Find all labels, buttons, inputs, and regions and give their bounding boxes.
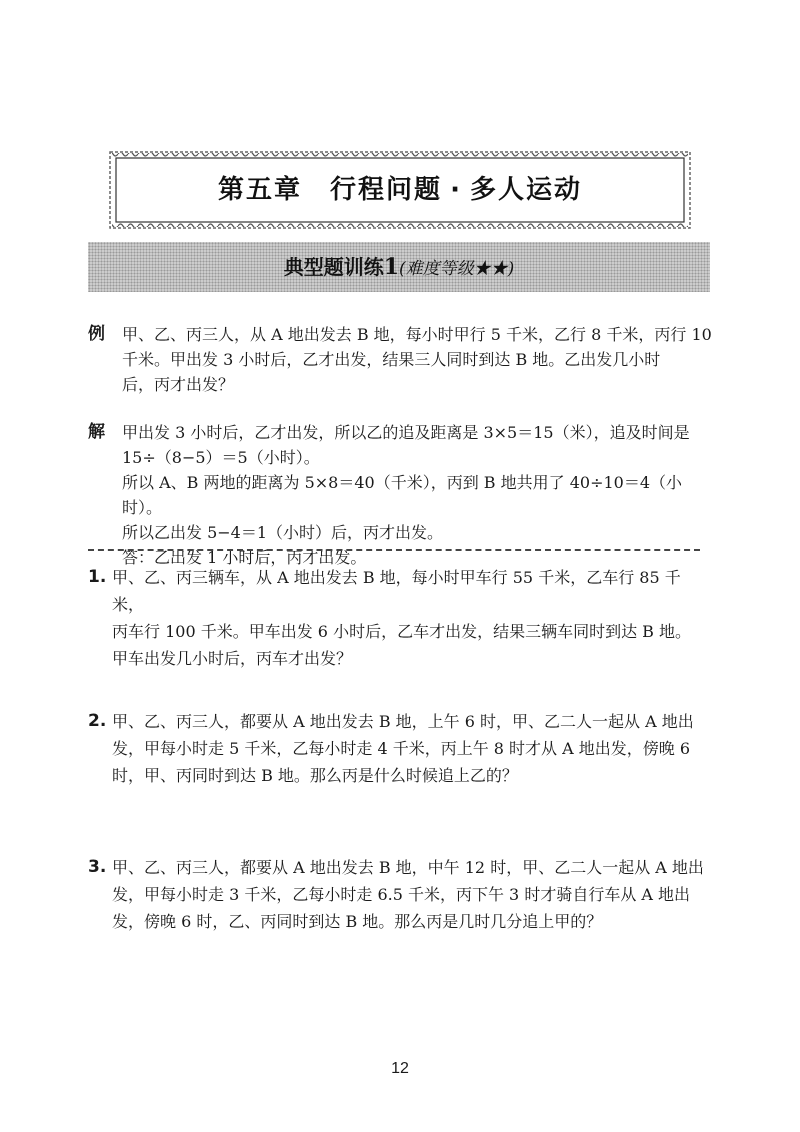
- difficulty-rating: (难度等级★★): [399, 259, 515, 279]
- problem-line: 发，甲每小时走 3 千米，乙每小时走 6.5 千米，丙下午 3 时才骑自行车从 A 地出: [112, 885, 691, 904]
- chapter-topic: 行程问题: [330, 175, 443, 205]
- problem-line: 甲、乙、丙三辆车，从 A 地出发去 B 地，每小时甲车行 55 千米，乙车行 85 千米，: [112, 568, 681, 614]
- problem-number: 3.: [88, 857, 107, 877]
- problem-text: [112, 854, 712, 935]
- solution-label: 解: [88, 422, 105, 442]
- example-label: 例: [88, 324, 105, 344]
- page-number: 12: [391, 1060, 409, 1077]
- problem-line: 时，甲、丙同时到达 B 地。那么丙是什么时候追上乙的？: [112, 766, 518, 785]
- chapter-title-dot: ·: [450, 175, 462, 205]
- problem-line: 发，甲每小时走 5 千米，乙每小时走 4 千米，丙上午 8 时才从 A 地出发，傍晚 6: [112, 739, 691, 758]
- dashed-divider: [88, 549, 700, 551]
- problem-3: [88, 854, 712, 935]
- problem-1: [88, 564, 712, 672]
- chapter-title: [108, 150, 692, 230]
- chapter-banner: [108, 150, 692, 230]
- solution-line: 所以 A、B 两地的距离为 5×8＝40（千米），丙到 B 地共用了 40÷10＝4（小时）。: [122, 473, 683, 517]
- example-text: [122, 322, 712, 397]
- problem-number: 2.: [88, 711, 107, 731]
- problem-number: 1.: [88, 567, 107, 587]
- solution-line: 所以乙出发 5−4＝1（小时）后，丙才出发。: [122, 523, 444, 542]
- section-title-text: 典型题训练: [283, 255, 384, 279]
- example-line: 甲、乙、丙三人，从 A 地出发去 B 地，每小时甲行 5 千米，乙行 8 千米，丙行 10: [122, 325, 712, 344]
- example-line: 后，丙才出发？: [122, 375, 235, 394]
- problem-text: [112, 564, 712, 672]
- answer-line: 答：乙出发 1 小时后，丙才出发。: [122, 548, 367, 567]
- problem-line: 丙车行 100 千米。甲车出发 6 小时后，乙车才出发，结果三辆车同时到达 B 地。: [112, 622, 691, 641]
- problem-line: 甲、乙、丙三人，都要从 A 地出发去 B 地，中午 12 时，甲、乙二人一起从 A 地出: [112, 858, 704, 877]
- problem-line: 甲车出发几小时后，丙车才出发？: [112, 649, 353, 668]
- problem-text: [112, 708, 712, 789]
- example-block: [88, 322, 712, 397]
- example-line: 千米。甲出发 3 小时后，乙才出发，结果三人同时到达 B 地。乙出发几小时: [122, 350, 661, 369]
- chapter-subtopic: 多人运动: [469, 175, 582, 205]
- solution-block: [88, 420, 712, 570]
- solution-line: 15÷（8−5）＝5（小时）。: [122, 448, 320, 467]
- section-title: [88, 242, 710, 292]
- problem-2: [88, 708, 712, 789]
- section-number: 1: [383, 254, 400, 280]
- problem-line: 发，傍晚 6 时，乙、丙同时到达 B 地。那么丙是几时几分追上甲的？: [112, 912, 603, 931]
- section-header: [88, 242, 710, 292]
- problem-line: 甲、乙、丙三人，都要从 A 地出发去 B 地，上午 6 时，甲、乙二人一起从 A 地出: [112, 712, 694, 731]
- solution-line: 甲出发 3 小时后，乙才出发，所以乙的追及距离是 3×5＝15（米），追及时间是: [122, 423, 690, 442]
- solution-text: [122, 420, 712, 570]
- chapter-number: 第五章: [218, 175, 303, 205]
